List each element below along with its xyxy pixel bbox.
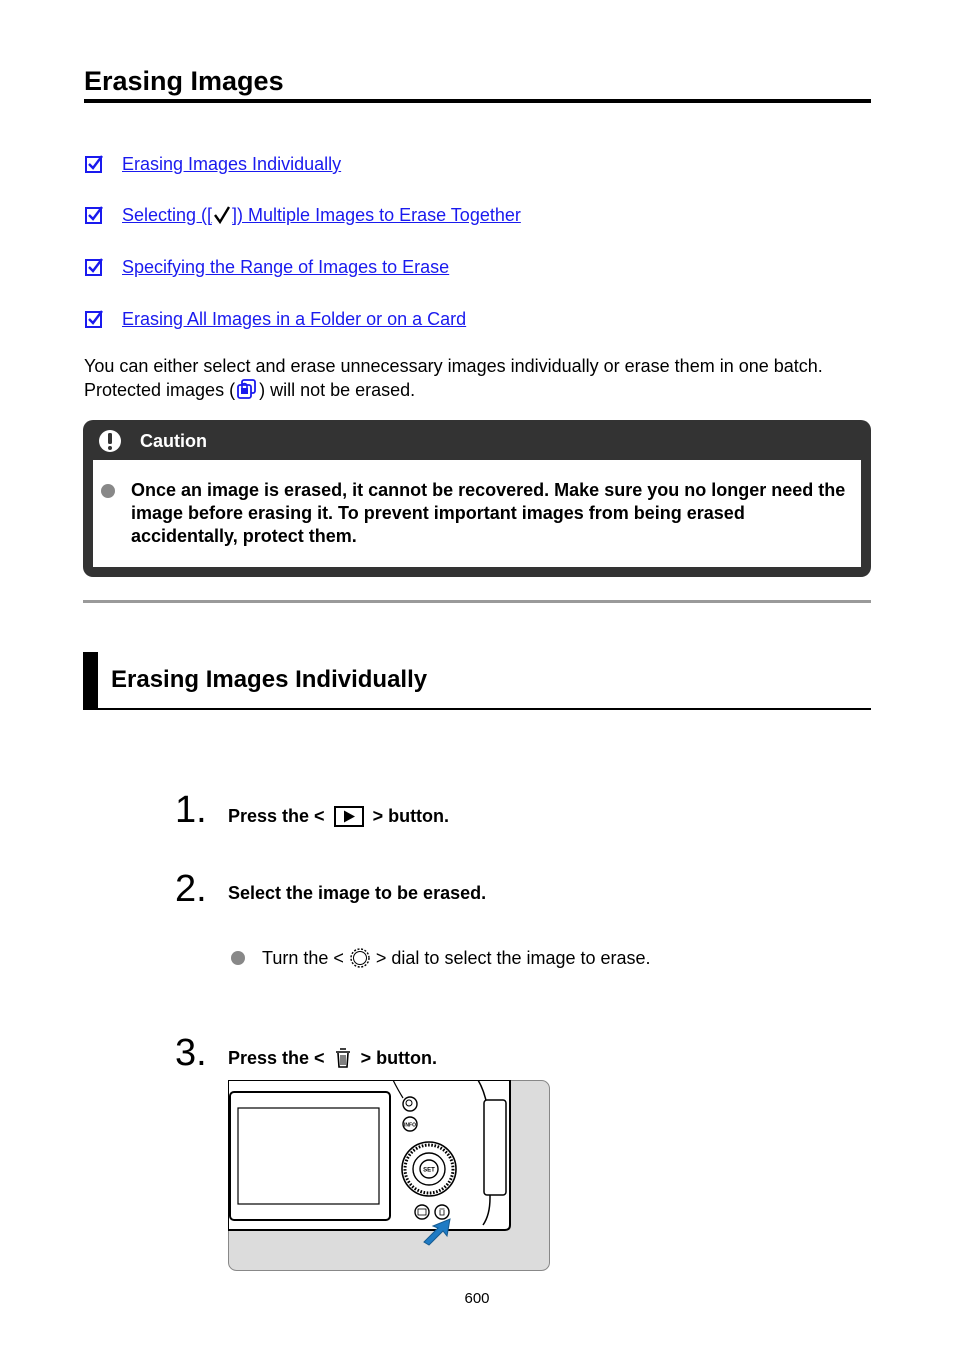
section-rule bbox=[83, 708, 871, 710]
intro-text-2: ) will not be erased. bbox=[259, 380, 416, 400]
camera-back-illustration bbox=[228, 1080, 550, 1271]
toc-link-erasing-all[interactable]: Erasing All Images in a Folder or on a Card bbox=[122, 309, 467, 329]
quick-control-dial-icon bbox=[349, 947, 371, 969]
toc-link-selecting-post: ]) Multiple Images to Erase Together bbox=[232, 205, 521, 225]
toc-link-selecting-pre: Selecting ([ bbox=[122, 205, 213, 225]
zoom-button-icon bbox=[403, 1097, 417, 1111]
bullet-icon bbox=[231, 951, 245, 965]
checkmark-icon bbox=[213, 205, 231, 225]
checkbox-icon bbox=[84, 205, 104, 225]
checkbox-icon bbox=[84, 309, 104, 329]
step-2-bullet-text bbox=[262, 946, 651, 970]
step-number-2: 2. bbox=[175, 868, 207, 910]
playback-button-icon bbox=[334, 806, 364, 827]
step-3-text bbox=[228, 1046, 437, 1070]
section-title: Erasing Images Individually bbox=[111, 666, 428, 693]
step-number-1: 1. bbox=[175, 789, 207, 831]
page-number: 600 bbox=[464, 1290, 490, 1307]
toc-link-erasing-individually[interactable]: Erasing Images Individually bbox=[122, 154, 342, 174]
toc-link-specifying-range[interactable]: Specifying the Range of Images to Erase bbox=[122, 257, 450, 277]
step-1-text bbox=[228, 804, 449, 828]
section-heading-bar bbox=[83, 652, 98, 709]
caution-title: Caution bbox=[140, 430, 207, 451]
protect-icon[interactable] bbox=[236, 378, 258, 400]
toc-item-2[interactable] bbox=[84, 202, 521, 228]
checkbox-icon bbox=[84, 154, 104, 174]
step-3-post: > button. bbox=[355, 1048, 438, 1068]
toc-item-4[interactable] bbox=[84, 306, 466, 332]
erase-button-icon bbox=[435, 1205, 449, 1219]
section-divider bbox=[83, 600, 871, 603]
page-title: Erasing Images bbox=[84, 66, 284, 96]
step-1-post: > button. bbox=[367, 806, 450, 826]
caution-header bbox=[98, 428, 207, 454]
intro-paragraph bbox=[84, 354, 874, 402]
step-number-3: 3. bbox=[175, 1032, 207, 1074]
toc-item-3[interactable] bbox=[84, 254, 449, 280]
set-button-label: SET bbox=[423, 1167, 435, 1174]
step-2-bullet-post: > dial to select the image to erase. bbox=[370, 948, 651, 968]
step-3-pre: Press the < bbox=[228, 1048, 330, 1068]
playback-button-icon bbox=[415, 1205, 429, 1219]
step-2-text: Select the image to be erased. bbox=[228, 883, 487, 903]
step-1-pre: Press the < bbox=[228, 806, 330, 826]
caution-icon bbox=[98, 429, 122, 453]
info-button-label: INFO bbox=[404, 1122, 416, 1129]
toc-item-1[interactable] bbox=[84, 151, 341, 177]
bullet-icon bbox=[101, 484, 115, 498]
erase-trash-icon bbox=[334, 1047, 352, 1069]
intro-text-1: You can either select and erase unnecessary images individually or erase them in one batch. Protected images ( bbox=[84, 356, 823, 400]
title-rule bbox=[84, 99, 871, 103]
toc-link-selecting-multiple[interactable] bbox=[122, 204, 521, 226]
checkbox-icon bbox=[84, 257, 104, 277]
step-2-bullet-pre: Turn the < bbox=[262, 948, 349, 968]
caution-text: Once an image is erased, it cannot be recovered. Make sure you no longer need the image before erasing it. To prevent important images from being erased accidentally, protect them. bbox=[131, 480, 846, 546]
